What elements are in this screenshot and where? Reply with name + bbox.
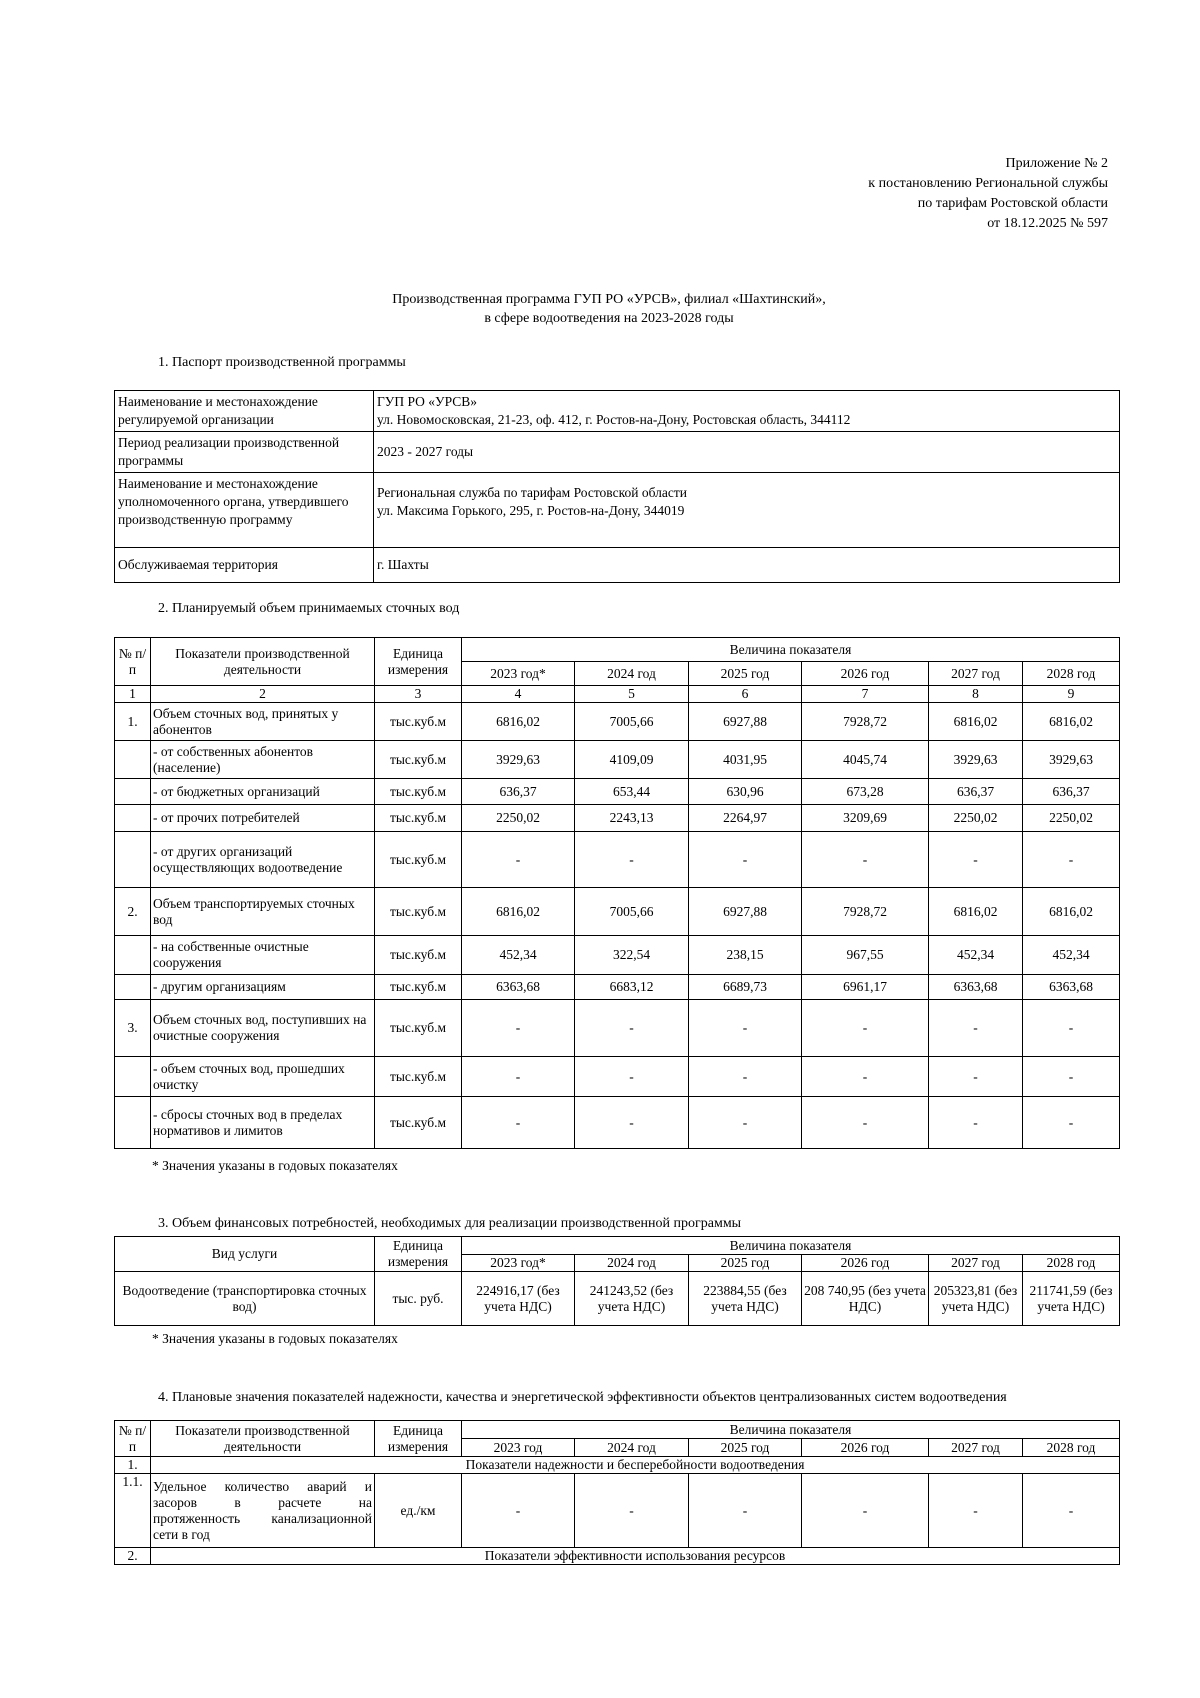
row-name: Объем сточных вод, поступивших на очистные сооружения [151, 1000, 375, 1057]
appendix-line-2: к постановлению Региональной службы [868, 176, 1108, 191]
passport-row [115, 391, 1120, 432]
row-num [115, 832, 151, 888]
passport-value [374, 391, 1120, 432]
row-value: 452,34 [929, 936, 1023, 975]
header-year: 2028 год [1023, 662, 1120, 686]
header-year: 2026 год [802, 662, 929, 686]
column-number: 2 [151, 686, 375, 703]
row-value: - [575, 1000, 689, 1057]
table-row [115, 741, 1120, 779]
group-num: 2. [115, 1548, 151, 1565]
appendix-line-1: Приложение № 2 [1005, 156, 1108, 171]
group-title: Показатели эффективности использования ресурсов [151, 1548, 1120, 1565]
appendix-reference [868, 154, 1108, 234]
passport-value: г. Шахты [374, 548, 1120, 583]
row-value: 7928,72 [802, 888, 929, 936]
table-header-row [115, 1421, 1120, 1439]
header-year: 2025 год [689, 1255, 802, 1272]
row-value: 4045,74 [802, 741, 929, 779]
header-year: 2027 год [929, 1439, 1023, 1457]
header-unit: Единица измерения [375, 638, 462, 686]
row-value: 6961,17 [802, 975, 929, 1000]
row-unit: тыс.куб.м [375, 741, 462, 779]
row-value: 224916,17 (без учета НДС) [462, 1272, 575, 1326]
row-name: - от собственных абонентов (население) [151, 741, 375, 779]
row-value: 636,37 [1023, 779, 1120, 805]
header-value-group: Величина показателя [462, 1237, 1120, 1255]
table-header-row [115, 1237, 1120, 1255]
row-value: 6363,68 [462, 975, 575, 1000]
section-2-heading: 2. Планируемый объем принимаемых сточных вод [158, 601, 460, 616]
row-value: 238,15 [689, 936, 802, 975]
row-value: 205323,81 (без учета НДС) [929, 1272, 1023, 1326]
passport-row [115, 473, 1120, 548]
table-row [115, 1057, 1120, 1097]
row-name-line: протяженность канализационной [153, 1510, 372, 1526]
passport-row [115, 432, 1120, 473]
row-name [151, 1474, 375, 1548]
row-value: 6683,12 [575, 975, 689, 1000]
row-value: - [462, 1097, 575, 1149]
table-header-row [115, 638, 1120, 662]
row-value: - [802, 1474, 929, 1548]
row-num [115, 805, 151, 832]
row-name: - от других организаций осуществляющих водоотведение [151, 832, 375, 888]
row-value: - [1023, 832, 1120, 888]
passport-table [114, 390, 1120, 583]
group-num: 1. [115, 1457, 151, 1474]
column-number: 9 [1023, 686, 1120, 703]
row-value: 2264,97 [689, 805, 802, 832]
row-value: - [929, 1474, 1023, 1548]
row-value: 4109,09 [575, 741, 689, 779]
row-unit: тыс. руб. [375, 1272, 462, 1326]
column-number: 8 [929, 686, 1023, 703]
passport-value-line: Региональная служба по тарифам Ростовской области [377, 485, 687, 500]
title-line-1: Производственная программа ГУП РО «УРСВ», филиал «Шахтинский», [392, 292, 826, 307]
passport-label: Обслуживаемая территория [115, 548, 374, 583]
row-name: - на собственные очистные сооружения [151, 936, 375, 975]
row-unit: тыс.куб.м [375, 779, 462, 805]
row-value: - [575, 1057, 689, 1097]
row-value: 2250,02 [929, 805, 1023, 832]
row-value: 6816,02 [462, 888, 575, 936]
row-num: 1. [115, 703, 151, 741]
row-value: 2250,02 [1023, 805, 1120, 832]
row-value: - [462, 1000, 575, 1057]
row-value: 636,37 [929, 779, 1023, 805]
table-row [115, 1097, 1120, 1149]
row-num [115, 741, 151, 779]
row-unit: тыс.куб.м [375, 805, 462, 832]
passport-label: Наименование и местонахождение регулируемой организации [115, 391, 374, 432]
row-value: 208 740,95 (без учета НДС) [802, 1272, 929, 1326]
header-year: 2023 год [462, 1439, 575, 1457]
row-value: - [802, 1057, 929, 1097]
table-row [115, 936, 1120, 975]
column-number: 5 [575, 686, 689, 703]
passport-value: 2023 - 2027 годы [374, 432, 1120, 473]
row-num [115, 779, 151, 805]
header-value-group: Величина показателя [462, 638, 1120, 662]
passport-value [374, 473, 1120, 548]
row-num: 2. [115, 888, 151, 936]
header-num: № п/п [115, 638, 151, 686]
passport-value-line: ул. Новомосковская, 21-23, оф. 412, г. Ростов-на-Дону, Ростовская область, 344112 [377, 412, 851, 427]
row-value: 7928,72 [802, 703, 929, 741]
header-year: 2024 год [575, 662, 689, 686]
row-name-line: засоров в расчете на [153, 1494, 372, 1510]
row-value: - [1023, 1474, 1120, 1548]
table-row [115, 975, 1120, 1000]
row-unit: тыс.куб.м [375, 1057, 462, 1097]
row-name: Объем сточных вод, принятых у абонентов [151, 703, 375, 741]
title-line-2: в сфере водоотведения на 2023-2028 годы [484, 311, 734, 326]
header-year: 2026 год [802, 1255, 929, 1272]
row-value: 211741,59 (без учета НДС) [1023, 1272, 1120, 1326]
header-value-group: Величина показателя [462, 1421, 1120, 1439]
table-row [115, 1000, 1120, 1057]
column-number: 3 [375, 686, 462, 703]
row-value: 6816,02 [929, 888, 1023, 936]
header-year: 2023 год* [462, 1255, 575, 1272]
row-value: 6363,68 [929, 975, 1023, 1000]
row-value: - [689, 1057, 802, 1097]
row-value: 2243,13 [575, 805, 689, 832]
financial-needs-table [114, 1236, 1120, 1326]
row-value: 7005,66 [575, 888, 689, 936]
row-num [115, 1097, 151, 1149]
row-value: - [929, 832, 1023, 888]
row-value: 3929,63 [1023, 741, 1120, 779]
row-service: Водоотведение (транспортировка сточных вод) [115, 1272, 375, 1326]
row-value: - [689, 1097, 802, 1149]
header-year: 2026 год [802, 1439, 929, 1457]
row-unit: тыс.куб.м [375, 832, 462, 888]
passport-row [115, 548, 1120, 583]
row-value: - [802, 832, 929, 888]
row-value: 673,28 [802, 779, 929, 805]
row-name-line: Удельное количество аварий и [153, 1478, 372, 1494]
row-value: 6927,88 [689, 703, 802, 741]
row-num [115, 1057, 151, 1097]
row-value: - [689, 832, 802, 888]
row-value: 6816,02 [1023, 703, 1120, 741]
row-unit: тыс.куб.м [375, 888, 462, 936]
row-value: 636,37 [462, 779, 575, 805]
row-value: - [462, 1057, 575, 1097]
row-value: 452,34 [1023, 936, 1120, 975]
header-service: Вид услуги [115, 1237, 375, 1272]
row-value: - [929, 1097, 1023, 1149]
row-value: 6816,02 [1023, 888, 1120, 936]
wastewater-volume-table [114, 637, 1120, 1149]
header-year: 2024 год [575, 1439, 689, 1457]
header-year: 2025 год [689, 662, 802, 686]
header-year: 2023 год* [462, 662, 575, 686]
header-indicator: Показатели производственной деятельности [151, 638, 375, 686]
section-1-heading: 1. Паспорт производственной программы [158, 355, 406, 370]
row-num: 3. [115, 1000, 151, 1057]
section-2-note: * Значения указаны в годовых показателях [152, 1158, 398, 1173]
row-unit: тыс.куб.м [375, 975, 462, 1000]
appendix-line-4: от 18.12.2025 № 597 [987, 216, 1108, 231]
column-number: 6 [689, 686, 802, 703]
row-value: 223884,55 (без учета НДС) [689, 1272, 802, 1326]
row-value: 452,34 [462, 936, 575, 975]
row-value: - [689, 1000, 802, 1057]
row-value: - [462, 1474, 575, 1548]
row-value: 7005,66 [575, 703, 689, 741]
row-value: 3929,63 [462, 741, 575, 779]
row-value: 3929,63 [929, 741, 1023, 779]
row-value: - [1023, 1097, 1120, 1149]
header-year: 2028 год [1023, 1255, 1120, 1272]
header-year: 2025 год [689, 1439, 802, 1457]
row-value: - [1023, 1000, 1120, 1057]
header-num: № п/п [115, 1421, 151, 1457]
row-num [115, 936, 151, 975]
row-value: 967,55 [802, 936, 929, 975]
appendix-line-3: по тарифам Ростовской области [917, 196, 1108, 211]
row-value: - [575, 832, 689, 888]
table-row [115, 832, 1120, 888]
row-value: 6363,68 [1023, 975, 1120, 1000]
row-value: 4031,95 [689, 741, 802, 779]
table-row [115, 1474, 1120, 1548]
document-title [0, 290, 1200, 328]
header-indicator: Показатели производственной деятельности [151, 1421, 375, 1457]
passport-value-line: ул. Максима Горького, 295, г. Ростов-на-Дону, 344019 [377, 503, 685, 518]
row-unit: тыс.куб.м [375, 1097, 462, 1149]
group-title: Показатели надежности и бесперебойности водоотведения [151, 1457, 1120, 1474]
row-unit: тыс.куб.м [375, 1000, 462, 1057]
table-row [115, 703, 1120, 741]
section-3-note: * Значения указаны в годовых показателях [152, 1331, 398, 1346]
group-row [115, 1457, 1120, 1474]
row-name: - объем сточных вод, прошедших очистку [151, 1057, 375, 1097]
row-value: - [689, 1474, 802, 1548]
row-value: 653,44 [575, 779, 689, 805]
row-name: - от прочих потребителей [151, 805, 375, 832]
passport-label: Наименование и местонахождение уполномоченного органа, утвердившего производственную программу [115, 473, 374, 548]
row-value: - [462, 832, 575, 888]
row-unit: тыс.куб.м [375, 703, 462, 741]
header-unit: Единица измерения [375, 1237, 462, 1272]
row-value: - [802, 1000, 929, 1057]
row-name: - другим организациям [151, 975, 375, 1000]
table-row [115, 888, 1120, 936]
row-value: 2250,02 [462, 805, 575, 832]
row-value: 322,54 [575, 936, 689, 975]
row-num [115, 975, 151, 1000]
row-unit: тыс.куб.м [375, 936, 462, 975]
table-row [115, 1272, 1120, 1326]
header-unit: Единица измерения [375, 1421, 462, 1457]
row-name: - сбросы сточных вод в пределах нормативов и лимитов [151, 1097, 375, 1149]
row-unit: ед./км [375, 1474, 462, 1548]
section-4-heading: 4. Плановые значения показателей надежности, качества и энергетической эффективности объектов централизованных систем водоотведения [158, 1390, 1007, 1405]
row-value: - [929, 1000, 1023, 1057]
row-value: 6816,02 [462, 703, 575, 741]
row-value: 241243,52 (без учета НДС) [575, 1272, 689, 1326]
passport-label: Период реализации производственной программы [115, 432, 374, 473]
row-value: 3209,69 [802, 805, 929, 832]
header-year: 2027 год [929, 1255, 1023, 1272]
row-name-line: сети в год [153, 1526, 210, 1542]
row-name: - от бюджетных организаций [151, 779, 375, 805]
row-name: Объем транспортируемых сточных вод [151, 888, 375, 936]
row-value: 6689,73 [689, 975, 802, 1000]
row-value: 6816,02 [929, 703, 1023, 741]
group-row [115, 1548, 1120, 1565]
header-year: 2028 год [1023, 1439, 1120, 1457]
header-year: 2024 год [575, 1255, 689, 1272]
table-row [115, 779, 1120, 805]
column-number: 7 [802, 686, 929, 703]
column-number: 1 [115, 686, 151, 703]
row-value: 6927,88 [689, 888, 802, 936]
row-value: - [575, 1097, 689, 1149]
row-value: - [575, 1474, 689, 1548]
reliability-indicators-table [114, 1420, 1120, 1565]
passport-value-line: ГУП РО «УРСВ» [377, 394, 478, 409]
row-value: - [929, 1057, 1023, 1097]
row-value: - [1023, 1057, 1120, 1097]
section-3-heading: 3. Объем финансовых потребностей, необходимых для реализации производственной программы [158, 1216, 742, 1231]
header-year: 2027 год [929, 662, 1023, 686]
row-num: 1.1. [115, 1474, 151, 1548]
column-number: 4 [462, 686, 575, 703]
table-row [115, 805, 1120, 832]
row-value: 630,96 [689, 779, 802, 805]
row-value: - [802, 1097, 929, 1149]
column-number-row [115, 686, 1120, 703]
